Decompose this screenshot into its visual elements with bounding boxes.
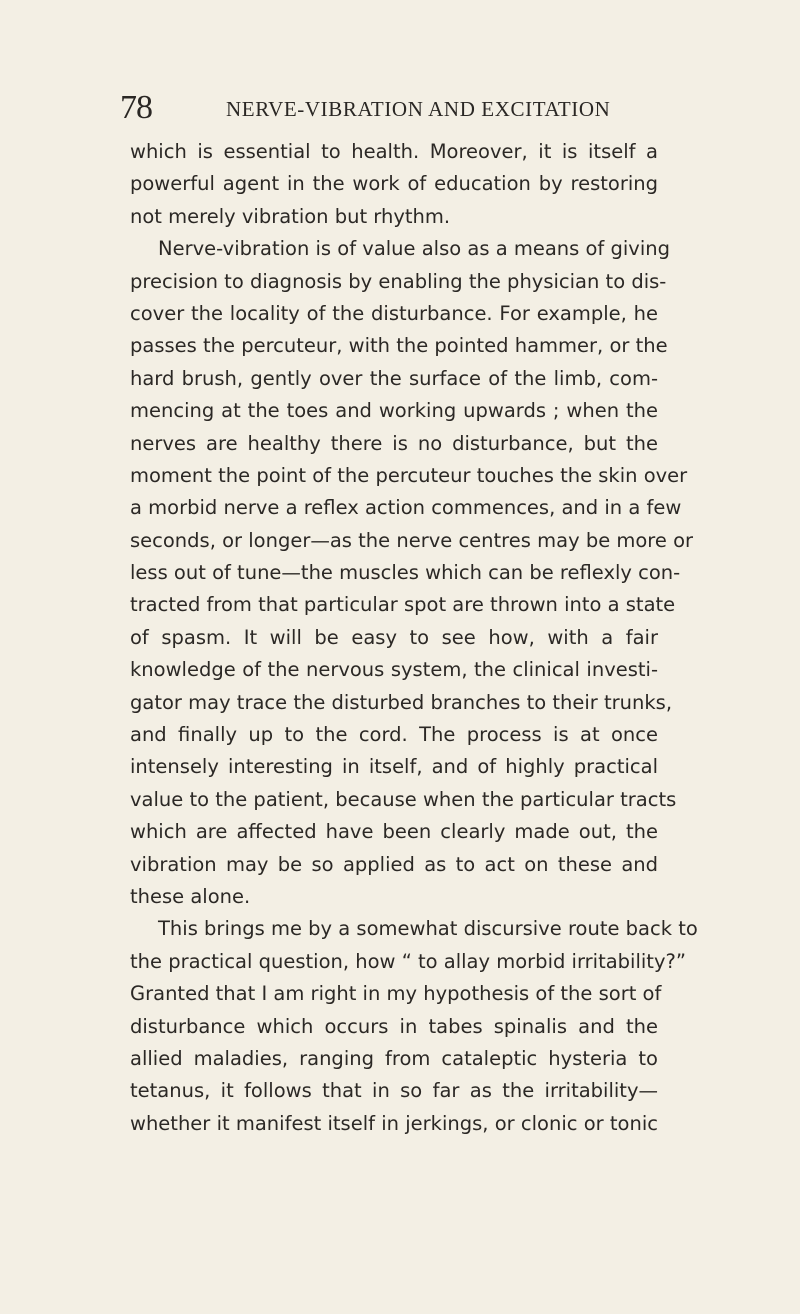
text-line: disturbance which occurs in tabes spinalis and the — [130, 1014, 658, 1038]
text-line: and finally up to the cord. The process is at once — [130, 723, 658, 747]
text-line: cover the locality of the disturbance. For example, he — [130, 301, 658, 325]
text-line: This brings me by a somewhat discursive route back to — [158, 917, 698, 941]
text-line: of spasm. It will be easy to see how, with a fair — [130, 625, 658, 649]
text-line: seconds, or longer—as the nerve centres may be more or — [130, 528, 694, 552]
text-line: tracted from that particular spot are thrown into a state — [130, 593, 676, 617]
text-line: which are affected have been clearly made out, the — [130, 820, 658, 844]
text-line: less out of tune—the muscles which can be reflexly con- — [130, 561, 681, 585]
text-line: hard brush, gently over the surface of the limb, com- — [130, 366, 658, 390]
text-line: tetanus, it follows that in so far as the irritability— — [130, 1079, 658, 1103]
body-text — [130, 136, 698, 1140]
text-line: intensely interesting in itself, and of highly practical — [130, 755, 658, 779]
text-line: the practical question, how “ to allay morbid irritability?” — [130, 949, 686, 973]
text-line: Nerve-vibration is of value also as a means of giving — [158, 237, 670, 261]
page-number: 78 — [120, 89, 152, 126]
text-line: a morbid nerve a reflex action commences, and in a few — [130, 496, 682, 520]
text-line: gator may trace the disturbed branches to their trunks, — [130, 690, 673, 714]
text-line: nerves are healthy there is no disturbance, but the — [130, 431, 658, 455]
running-title: NERVE-VIBRATION AND EXCITATION — [226, 97, 611, 121]
text-line: moment the point of the percuteur touches the skin over — [130, 463, 688, 487]
text-line: Granted that I am right in my hypothesis of the sort of — [130, 982, 662, 1006]
running-head — [120, 88, 640, 128]
text-line: which is essential to health. Moreover, it is itself a — [130, 140, 658, 163]
text-line: powerful agent in the work of education by restoring — [130, 172, 658, 196]
text-line: these alone. — [130, 884, 251, 908]
text-line: precision to diagnosis by enabling the physician to dis- — [130, 269, 667, 293]
text-line: value to the patient, because when the particular tracts — [130, 787, 677, 811]
text-line: mencing at the toes and working upwards ; when the — [130, 399, 658, 423]
text-line: allied maladies, ranging from cataleptic hysteria to — [130, 1046, 658, 1070]
text-line: passes the percuteur, with the pointed hammer, or the — [130, 334, 668, 358]
text-line: knowledge of the nervous system, the clinical investi- — [130, 658, 658, 682]
text-line: whether it manifest itself in jerkings, or clonic or tonic — [130, 1111, 658, 1135]
text-line: not merely vibration but rhythm. — [130, 204, 451, 228]
text-line: vibration may be so applied as to act on these and — [130, 852, 658, 876]
